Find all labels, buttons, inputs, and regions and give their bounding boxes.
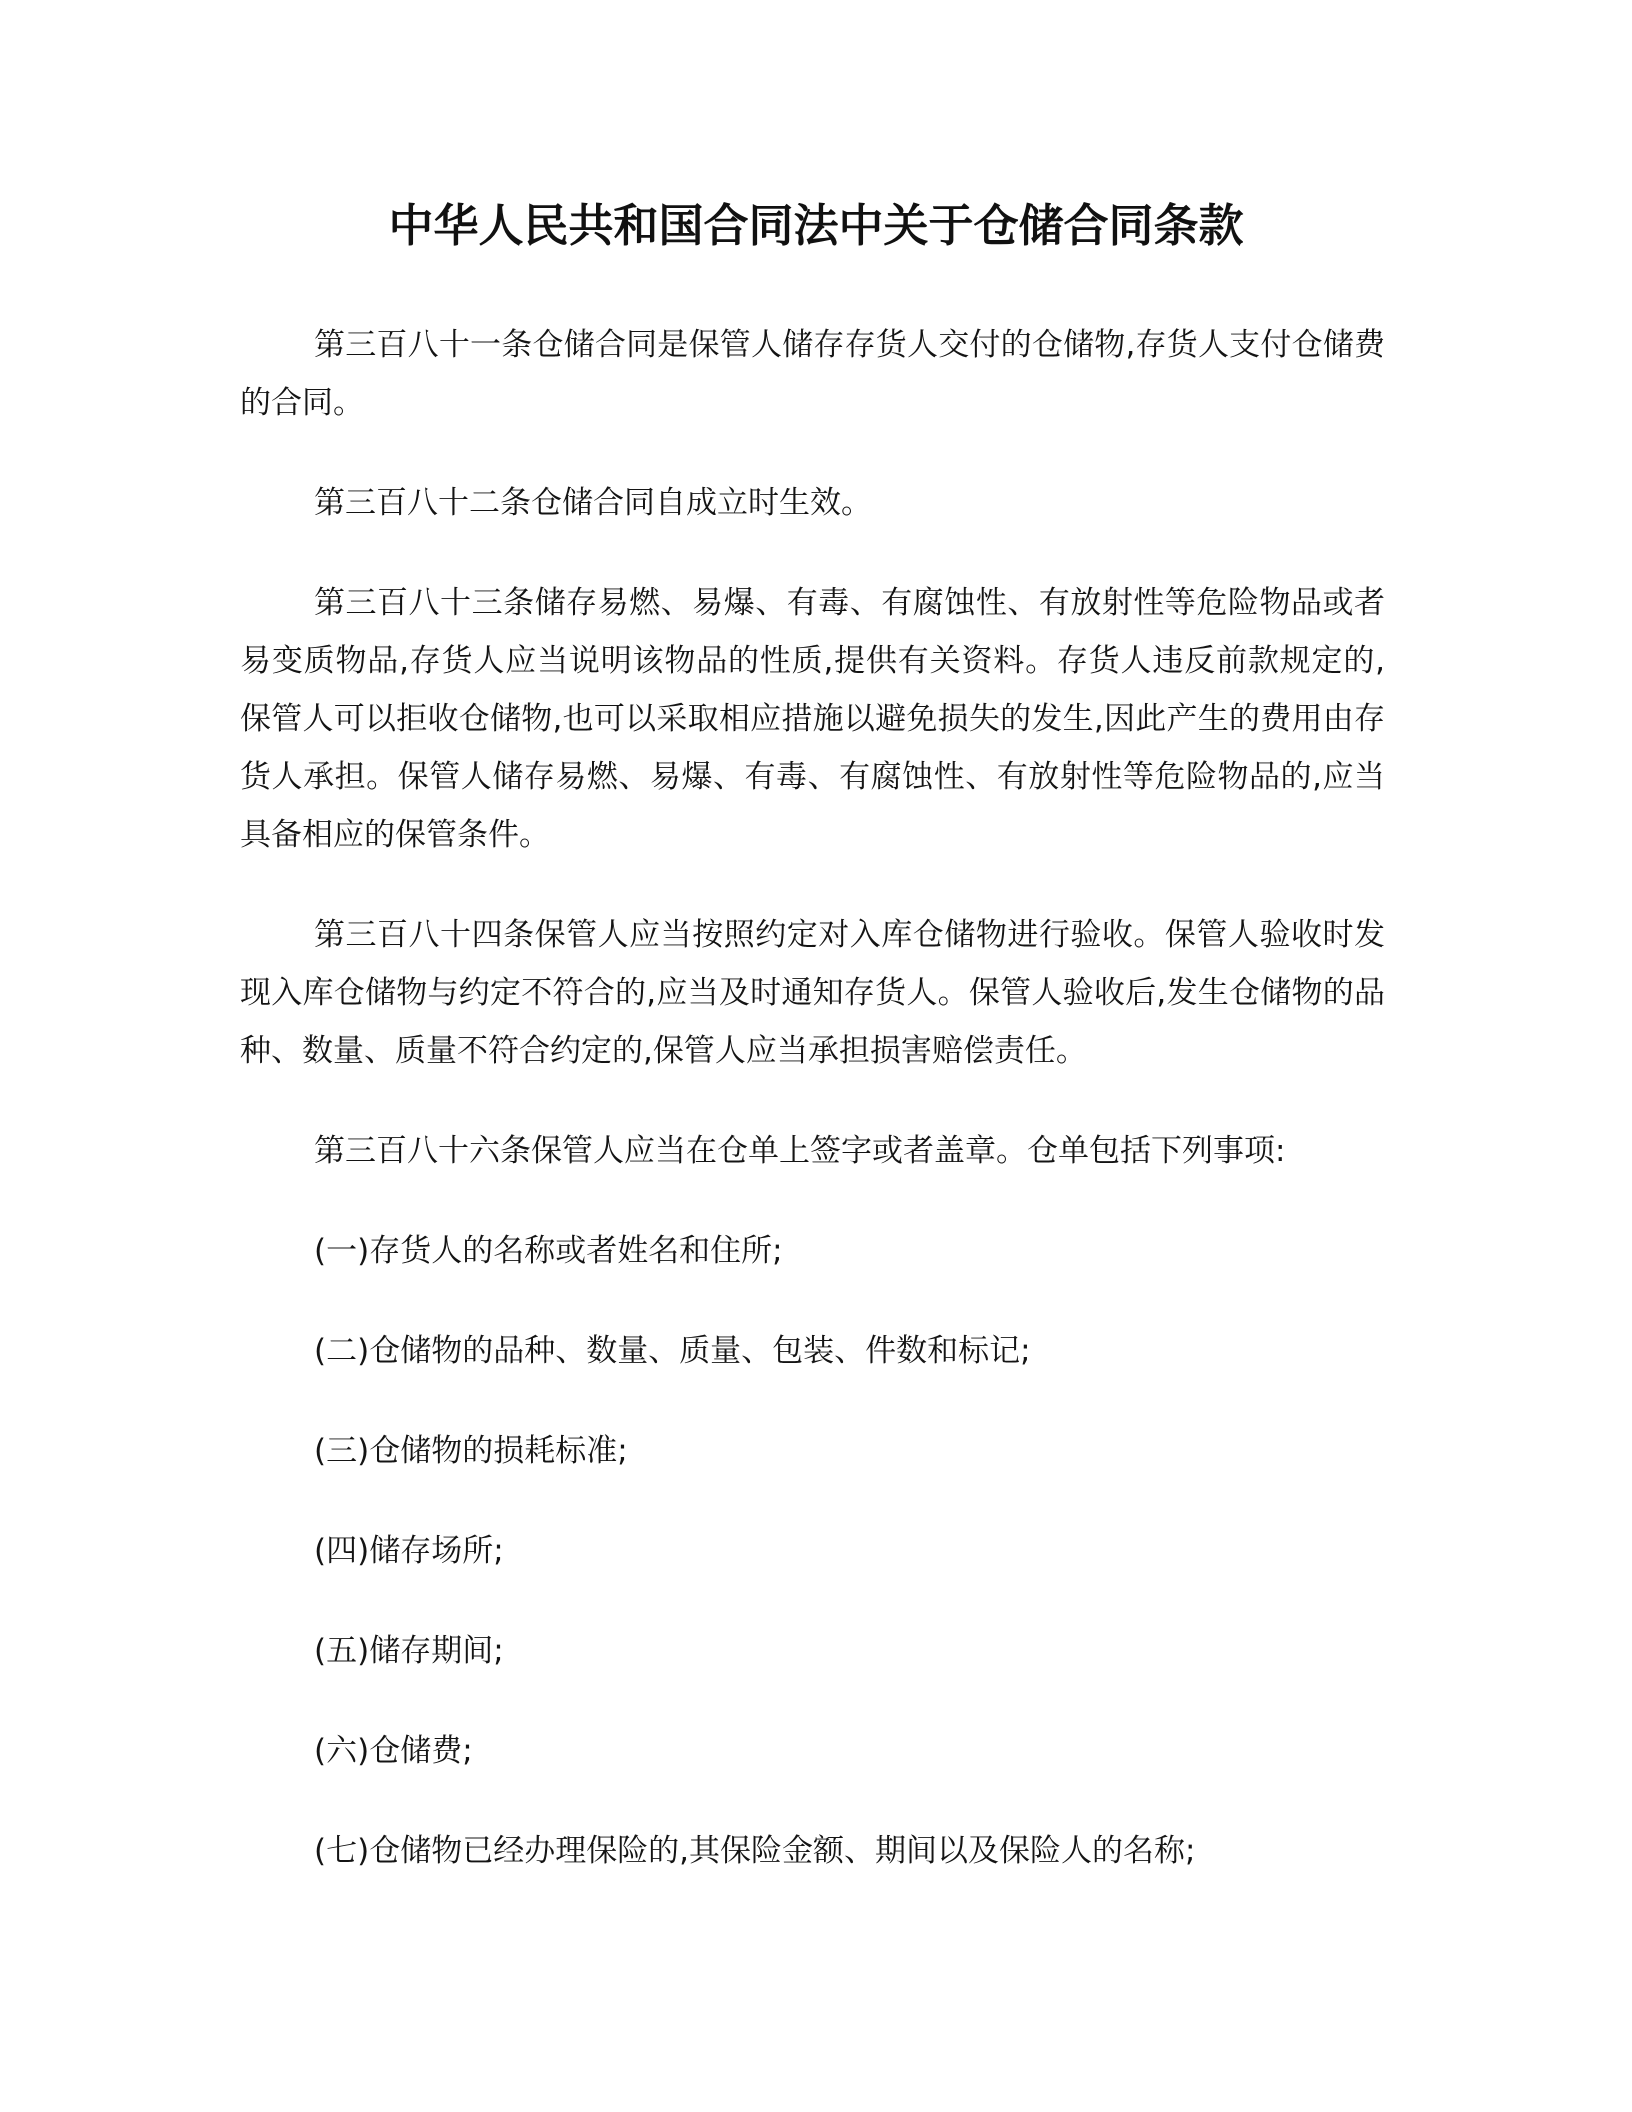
article-383: 第三百八十三条储存易燃、易爆、有毒、有腐蚀性、有放射性等危险物品或者易变质物品,存货人应当说明该物品的性质,提供有关资料。存货人违反前款规定的,保管人可以拒收仓储物,也可以采取相应措施以避免损失的发生,因此产生的费用由存货人承担。保管人储存易燃、易爆、有毒、有腐蚀性、有放射性等危险物品的,应当具备相应的保管条件。 — [240, 585, 1385, 853]
list-item: (三)仓储物的损耗标准; — [314, 1433, 628, 1469]
list-item: (一)存货人的名称或者姓名和住所; — [314, 1233, 783, 1269]
document-body — [240, 316, 1385, 1922]
list-item: (二)仓储物的品种、数量、质量、包装、件数和标记; — [314, 1333, 1031, 1369]
article-384: 第三百八十四条保管人应当按照约定对入库仓储物进行验收。保管人验收时发现入库仓储物与约定不符合的,应当及时通知存货人。保管人验收后,发生仓储物的品种、数量、质量不符合约定的,保管人应当承担损害赔偿责任。 — [240, 917, 1385, 1069]
document-title: 中华人民共和国合同法中关于仓储合同条款 — [388, 199, 1244, 252]
list-item: (七)仓储物已经办理保险的,其保险金额、期间以及保险人的名称; — [314, 1833, 1196, 1869]
list-item: (六)仓储费; — [314, 1733, 473, 1769]
article-382: 第三百八十二条仓储合同自成立时生效。 — [314, 485, 872, 521]
list-item: (四)储存场所; — [314, 1533, 504, 1569]
list-item: (五)储存期间; — [314, 1633, 504, 1669]
article-386: 第三百八十六条保管人应当在仓单上签字或者盖章。仓单包括下列事项: — [314, 1133, 1286, 1169]
article-381: 第三百八十一条仓储合同是保管人储存存货人交付的仓储物,存货人支付仓储费的合同。 — [240, 327, 1385, 421]
